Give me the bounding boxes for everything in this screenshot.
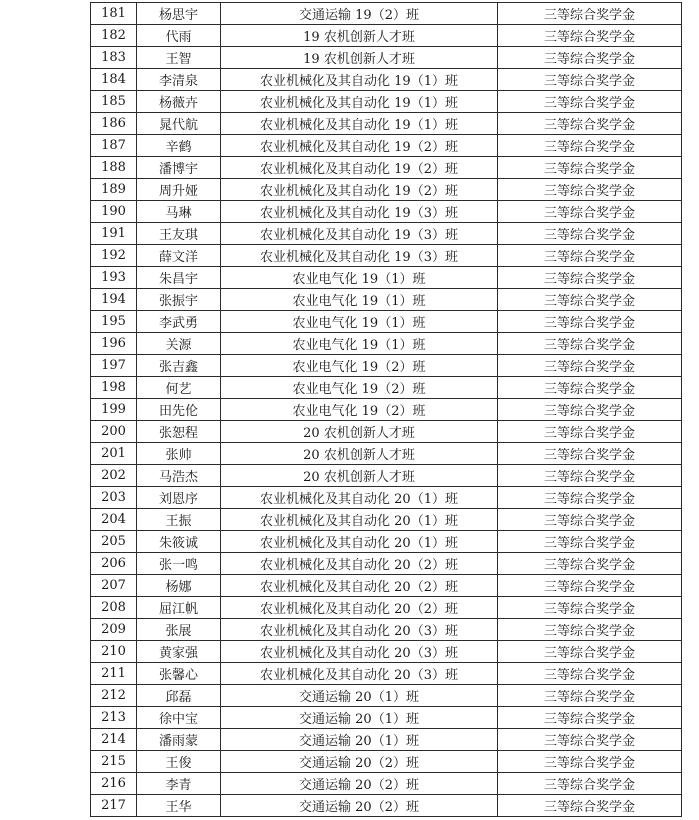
table-row bbox=[91, 795, 682, 817]
student-name-cell: 周升娅 bbox=[137, 179, 221, 201]
student-name-cell: 辛鹤 bbox=[137, 135, 221, 157]
award-cell: 三等综合奖学金 bbox=[498, 47, 682, 69]
student-name-cell: 王智 bbox=[137, 47, 221, 69]
row-number-cell: 206 bbox=[91, 553, 137, 575]
row-number-cell: 215 bbox=[91, 751, 137, 773]
award-cell: 三等综合奖学金 bbox=[498, 751, 682, 773]
table-row bbox=[91, 421, 682, 443]
table-row bbox=[91, 751, 682, 773]
award-cell: 三等综合奖学金 bbox=[498, 377, 682, 399]
class-name-cell: 农业机械化及其自动化 20（1）班 bbox=[221, 487, 498, 509]
row-number-cell: 186 bbox=[91, 113, 137, 135]
row-number-cell: 207 bbox=[91, 575, 137, 597]
row-number-cell: 194 bbox=[91, 289, 137, 311]
row-number-cell: 211 bbox=[91, 663, 137, 685]
award-cell: 三等综合奖学金 bbox=[498, 157, 682, 179]
class-name-cell: 农业电气化 19（1）班 bbox=[221, 333, 498, 355]
row-number-cell: 183 bbox=[91, 47, 137, 69]
student-name-cell: 晁代航 bbox=[137, 113, 221, 135]
table-row bbox=[91, 267, 682, 289]
class-name-cell: 农业机械化及其自动化 19（2）班 bbox=[221, 157, 498, 179]
table-body bbox=[91, 3, 682, 817]
student-name-cell: 杨薇卉 bbox=[137, 91, 221, 113]
student-name-cell: 代雨 bbox=[137, 25, 221, 47]
award-cell: 三等综合奖学金 bbox=[498, 201, 682, 223]
class-name-cell: 农业机械化及其自动化 19（3）班 bbox=[221, 223, 498, 245]
award-cell: 三等综合奖学金 bbox=[498, 223, 682, 245]
class-name-cell: 20 农机创新人才班 bbox=[221, 421, 498, 443]
class-name-cell: 农业机械化及其自动化 20（3）班 bbox=[221, 619, 498, 641]
class-name-cell: 农业机械化及其自动化 20（1）班 bbox=[221, 509, 498, 531]
award-cell: 三等综合奖学金 bbox=[498, 487, 682, 509]
award-cell: 三等综合奖学金 bbox=[498, 267, 682, 289]
class-name-cell: 交通运输 20（1）班 bbox=[221, 685, 498, 707]
student-name-cell: 王友琪 bbox=[137, 223, 221, 245]
award-cell: 三等综合奖学金 bbox=[498, 179, 682, 201]
student-name-cell: 王华 bbox=[137, 795, 221, 817]
row-number-cell: 217 bbox=[91, 795, 137, 817]
row-number-cell: 209 bbox=[91, 619, 137, 641]
award-cell: 三等综合奖学金 bbox=[498, 91, 682, 113]
award-cell: 三等综合奖学金 bbox=[498, 135, 682, 157]
class-name-cell: 农业机械化及其自动化 20（2）班 bbox=[221, 553, 498, 575]
table-row bbox=[91, 509, 682, 531]
class-name-cell: 农业机械化及其自动化 19（3）班 bbox=[221, 201, 498, 223]
class-name-cell: 交通运输 20（1）班 bbox=[221, 729, 498, 751]
student-name-cell: 李清泉 bbox=[137, 69, 221, 91]
table-row bbox=[91, 113, 682, 135]
row-number-cell: 182 bbox=[91, 25, 137, 47]
class-name-cell: 农业机械化及其自动化 20（2）班 bbox=[221, 575, 498, 597]
student-name-cell: 朱昌宇 bbox=[137, 267, 221, 289]
table-row bbox=[91, 597, 682, 619]
table-row bbox=[91, 245, 682, 267]
award-cell: 三等综合奖学金 bbox=[498, 333, 682, 355]
row-number-cell: 196 bbox=[91, 333, 137, 355]
table-row bbox=[91, 25, 682, 47]
table-row bbox=[91, 553, 682, 575]
row-number-cell: 210 bbox=[91, 641, 137, 663]
award-cell: 三等综合奖学金 bbox=[498, 355, 682, 377]
row-number-cell: 208 bbox=[91, 597, 137, 619]
student-name-cell: 王俊 bbox=[137, 751, 221, 773]
table-row bbox=[91, 531, 682, 553]
row-number-cell: 212 bbox=[91, 685, 137, 707]
class-name-cell: 农业机械化及其自动化 20（2）班 bbox=[221, 597, 498, 619]
award-cell: 三等综合奖学金 bbox=[498, 113, 682, 135]
table-row bbox=[91, 685, 682, 707]
class-name-cell: 农业电气化 19（1）班 bbox=[221, 289, 498, 311]
table-row bbox=[91, 641, 682, 663]
award-cell: 三等综合奖学金 bbox=[498, 399, 682, 421]
award-cell: 三等综合奖学金 bbox=[498, 773, 682, 795]
table-row bbox=[91, 773, 682, 795]
award-cell: 三等综合奖学金 bbox=[498, 707, 682, 729]
student-name-cell: 张馨心 bbox=[137, 663, 221, 685]
student-name-cell: 王振 bbox=[137, 509, 221, 531]
row-number-cell: 204 bbox=[91, 509, 137, 531]
award-cell: 三等综合奖学金 bbox=[498, 575, 682, 597]
row-number-cell: 216 bbox=[91, 773, 137, 795]
student-name-cell: 马琳 bbox=[137, 201, 221, 223]
award-cell: 三等综合奖学金 bbox=[498, 641, 682, 663]
row-number-cell: 187 bbox=[91, 135, 137, 157]
table-row bbox=[91, 135, 682, 157]
award-cell: 三等综合奖学金 bbox=[498, 795, 682, 817]
table-row bbox=[91, 355, 682, 377]
class-name-cell: 19 农机创新人才班 bbox=[221, 25, 498, 47]
student-name-cell: 杨娜 bbox=[137, 575, 221, 597]
student-name-cell: 何艺 bbox=[137, 377, 221, 399]
class-name-cell: 交通运输 20（1）班 bbox=[221, 707, 498, 729]
row-number-cell: 189 bbox=[91, 179, 137, 201]
award-cell: 三等综合奖学金 bbox=[498, 685, 682, 707]
row-number-cell: 191 bbox=[91, 223, 137, 245]
table-row bbox=[91, 223, 682, 245]
student-name-cell: 李武勇 bbox=[137, 311, 221, 333]
award-cell: 三等综合奖学金 bbox=[498, 25, 682, 47]
class-name-cell: 20 农机创新人才班 bbox=[221, 465, 498, 487]
award-cell: 三等综合奖学金 bbox=[498, 289, 682, 311]
student-name-cell: 张恕程 bbox=[137, 421, 221, 443]
table-row bbox=[91, 179, 682, 201]
class-name-cell: 交通运输 20（2）班 bbox=[221, 795, 498, 817]
student-name-cell: 潘雨蒙 bbox=[137, 729, 221, 751]
student-name-cell: 杨思宇 bbox=[137, 3, 221, 25]
student-name-cell: 薛文洋 bbox=[137, 245, 221, 267]
class-name-cell: 农业机械化及其自动化 20（3）班 bbox=[221, 641, 498, 663]
row-number-cell: 198 bbox=[91, 377, 137, 399]
table-row bbox=[91, 377, 682, 399]
class-name-cell: 20 农机创新人才班 bbox=[221, 443, 498, 465]
table-row bbox=[91, 487, 682, 509]
award-cell: 三等综合奖学金 bbox=[498, 3, 682, 25]
award-cell: 三等综合奖学金 bbox=[498, 663, 682, 685]
row-number-cell: 185 bbox=[91, 91, 137, 113]
class-name-cell: 交通运输 19（2）班 bbox=[221, 3, 498, 25]
student-name-cell: 徐中宝 bbox=[137, 707, 221, 729]
class-name-cell: 19 农机创新人才班 bbox=[221, 47, 498, 69]
row-number-cell: 202 bbox=[91, 465, 137, 487]
table-row bbox=[91, 663, 682, 685]
class-name-cell: 农业机械化及其自动化 20（3）班 bbox=[221, 663, 498, 685]
award-cell: 三等综合奖学金 bbox=[498, 531, 682, 553]
class-name-cell: 农业机械化及其自动化 19（1）班 bbox=[221, 91, 498, 113]
award-cell: 三等综合奖学金 bbox=[498, 597, 682, 619]
table-row bbox=[91, 289, 682, 311]
student-name-cell: 潘博宇 bbox=[137, 157, 221, 179]
row-number-cell: 213 bbox=[91, 707, 137, 729]
table-row bbox=[91, 619, 682, 641]
award-cell: 三等综合奖学金 bbox=[498, 245, 682, 267]
row-number-cell: 201 bbox=[91, 443, 137, 465]
row-number-cell: 197 bbox=[91, 355, 137, 377]
student-name-cell: 张帅 bbox=[137, 443, 221, 465]
class-name-cell: 交通运输 20（2）班 bbox=[221, 751, 498, 773]
table-row bbox=[91, 201, 682, 223]
row-number-cell: 190 bbox=[91, 201, 137, 223]
award-cell: 三等综合奖学金 bbox=[498, 443, 682, 465]
class-name-cell: 农业机械化及其自动化 19（1）班 bbox=[221, 69, 498, 91]
student-name-cell: 黄家强 bbox=[137, 641, 221, 663]
award-cell: 三等综合奖学金 bbox=[498, 421, 682, 443]
table-row bbox=[91, 707, 682, 729]
row-number-cell: 192 bbox=[91, 245, 137, 267]
student-name-cell: 张一鸣 bbox=[137, 553, 221, 575]
table-row bbox=[91, 575, 682, 597]
table-row bbox=[91, 443, 682, 465]
award-cell: 三等综合奖学金 bbox=[498, 69, 682, 91]
student-name-cell: 邱磊 bbox=[137, 685, 221, 707]
award-cell: 三等综合奖学金 bbox=[498, 553, 682, 575]
class-name-cell: 农业电气化 19（1）班 bbox=[221, 267, 498, 289]
table-row bbox=[91, 91, 682, 113]
award-cell: 三等综合奖学金 bbox=[498, 465, 682, 487]
table-row bbox=[91, 47, 682, 69]
student-name-cell: 马浩杰 bbox=[137, 465, 221, 487]
class-name-cell: 农业电气化 19（2）班 bbox=[221, 377, 498, 399]
table-row bbox=[91, 333, 682, 355]
row-number-cell: 203 bbox=[91, 487, 137, 509]
student-name-cell: 刘恩序 bbox=[137, 487, 221, 509]
student-name-cell: 朱筱诚 bbox=[137, 531, 221, 553]
row-number-cell: 199 bbox=[91, 399, 137, 421]
student-name-cell: 张展 bbox=[137, 619, 221, 641]
table-row bbox=[91, 69, 682, 91]
table-row bbox=[91, 465, 682, 487]
row-number-cell: 200 bbox=[91, 421, 137, 443]
row-number-cell: 188 bbox=[91, 157, 137, 179]
table-row bbox=[91, 157, 682, 179]
class-name-cell: 农业电气化 19（1）班 bbox=[221, 311, 498, 333]
student-name-cell: 田先伦 bbox=[137, 399, 221, 421]
award-cell: 三等综合奖学金 bbox=[498, 729, 682, 751]
class-name-cell: 农业机械化及其自动化 19（3）班 bbox=[221, 245, 498, 267]
class-name-cell: 交通运输 20（2）班 bbox=[221, 773, 498, 795]
award-cell: 三等综合奖学金 bbox=[498, 509, 682, 531]
student-name-cell: 屈江帆 bbox=[137, 597, 221, 619]
table-row bbox=[91, 311, 682, 333]
award-cell: 三等综合奖学金 bbox=[498, 619, 682, 641]
class-name-cell: 农业电气化 19（2）班 bbox=[221, 399, 498, 421]
class-name-cell: 农业机械化及其自动化 19（1）班 bbox=[221, 113, 498, 135]
student-name-cell: 关源 bbox=[137, 333, 221, 355]
row-number-cell: 193 bbox=[91, 267, 137, 289]
row-number-cell: 195 bbox=[91, 311, 137, 333]
class-name-cell: 农业机械化及其自动化 19（2）班 bbox=[221, 179, 498, 201]
row-number-cell: 181 bbox=[91, 3, 137, 25]
student-name-cell: 张吉鑫 bbox=[137, 355, 221, 377]
row-number-cell: 184 bbox=[91, 69, 137, 91]
scholarship-table bbox=[90, 2, 682, 817]
table-row bbox=[91, 729, 682, 751]
table-row bbox=[91, 3, 682, 25]
student-name-cell: 张振宇 bbox=[137, 289, 221, 311]
class-name-cell: 农业机械化及其自动化 19（2）班 bbox=[221, 135, 498, 157]
row-number-cell: 214 bbox=[91, 729, 137, 751]
award-cell: 三等综合奖学金 bbox=[498, 311, 682, 333]
class-name-cell: 农业机械化及其自动化 20（1）班 bbox=[221, 531, 498, 553]
row-number-cell: 205 bbox=[91, 531, 137, 553]
class-name-cell: 农业电气化 19（2）班 bbox=[221, 355, 498, 377]
student-name-cell: 李青 bbox=[137, 773, 221, 795]
table-row bbox=[91, 399, 682, 421]
